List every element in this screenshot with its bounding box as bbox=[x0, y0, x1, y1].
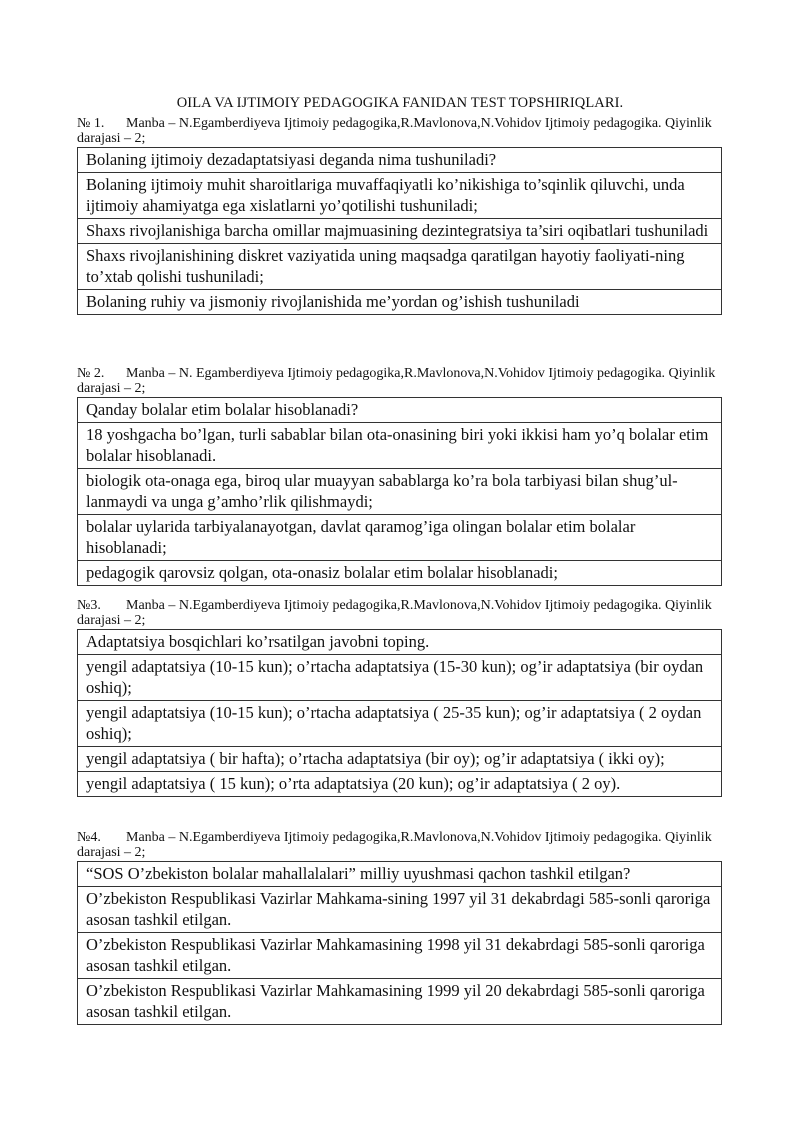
answer-option: Bolaning ruhiy va jismoniy rivojlanishida me’yordan og’ishish tushuniladi bbox=[78, 290, 722, 315]
answer-option: yengil adaptatsiya ( 15 kun); o’rta adaptatsiya (20 kun); og’ir adaptatsiya ( 2 oy). bbox=[78, 772, 722, 797]
answer-option: O’zbekiston Respublikasi Vazirlar Mahkama-sining 1997 yil 31 dekabrdagi 585-sonli qaroriga asosan tashkil etilgan. bbox=[78, 887, 722, 933]
question-table bbox=[77, 629, 722, 797]
answer-option: Shaxs rivojlanishiga barcha omillar majmuasining dezintegratsiya ta’siri oqibatlari tushuniladi bbox=[78, 219, 722, 244]
answer-option: yengil adaptatsiya ( bir hafta); o’rtacha adaptatsiya (bir oy); og’ir adaptatsiya ( ikki oy); bbox=[78, 747, 722, 772]
question-meta bbox=[77, 366, 722, 396]
question-table bbox=[77, 147, 722, 315]
question-block-4 bbox=[77, 830, 722, 1025]
question-text: Qanday bolalar etim bolalar hisoblanadi? bbox=[78, 398, 722, 423]
question-source: Manba – N.Egamberdiyeva Ijtimoiy pedagogika,R.Mavlonova,N.Vohidov Ijtimoiy pedagogika. Qiyinlik darajasi – 2; bbox=[77, 830, 712, 860]
answer-option: Bolaning ijtimoiy muhit sharoitlariga muvaffaqiyatli ko’nikishiga to’sqinlik qiluvchi, unda ijtimoiy ahamiyatga ega xislatlarni yo’qotilishi tushuniladi; bbox=[78, 173, 722, 219]
answer-option: O’zbekiston Respublikasi Vazirlar Mahkamasining 1998 yil 31 dekabrdagi 585-sonli qaroriga asosan tashkil etilgan. bbox=[78, 933, 722, 979]
question-meta bbox=[77, 116, 722, 146]
question-block-2 bbox=[77, 366, 722, 586]
answer-option: O’zbekiston Respublikasi Vazirlar Mahkamasining 1999 yil 20 dekabrdagi 585-sonli qaroriga asosan tashkil etilgan. bbox=[78, 979, 722, 1025]
answer-option: 18 yoshgacha bo’lgan, turli sabablar bilan ota-onasining biri yoki ikkisi ham yo’q bolalar etim bolalar hisoblanadi. bbox=[78, 423, 722, 469]
answer-option: biologik ota-onaga ega, biroq ular muayyan sabablarga ko’ra bola tarbiyasi bilan shug’ul-lanmaydi va unga g’amho’rlik qilishmaydi; bbox=[78, 469, 722, 515]
answer-option: Shaxs rivojlanishining diskret vaziyatida uning maqsadga qaratilgan hayotiy faoliyati-ning to’xtab qolishi tushuniladi; bbox=[78, 244, 722, 290]
question-source: Manba – N.Egamberdiyeva Ijtimoiy pedagogika,R.Mavlonova,N.Vohidov Ijtimoiy pedagogika. Qiyinlik darajasi – 2; bbox=[77, 116, 712, 146]
question-text: “SOS O’zbekiston bolalar mahallalalari” milliy uyushmasi qachon tashkil etilgan? bbox=[78, 862, 722, 887]
answer-option: yengil adaptatsiya (10-15 kun); o’rtacha adaptatsiya ( 25-35 kun); og’ir adaptatsiya ( 2 oydan oshiq); bbox=[78, 701, 722, 747]
question-text: Adaptatsiya bosqichlari ko’rsatilgan javobni toping. bbox=[78, 630, 722, 655]
question-text: Bolaning ijtimoiy dezadaptatsiyasi deganda nima tushuniladi? bbox=[78, 148, 722, 173]
answer-option: yengil adaptatsiya (10-15 kun); o’rtacha adaptatsiya (15-30 kun); og’ir adaptatsiya (bir oydan oshiq); bbox=[78, 655, 722, 701]
question-source: Manba – N. Egamberdiyeva Ijtimoiy pedagogika,R.Mavlonova,N.Vohidov Ijtimoiy pedagogika. Qiyinlik darajasi – 2; bbox=[77, 366, 716, 396]
question-number: № 1. bbox=[77, 116, 105, 131]
question-block-1 bbox=[77, 116, 722, 315]
question-number: №3. bbox=[77, 598, 101, 613]
question-table bbox=[77, 861, 722, 1025]
question-block-3 bbox=[77, 598, 722, 797]
answer-option: pedagogik qarovsiz qolgan, ota-onasiz bolalar etim bolalar hisoblanadi; bbox=[78, 561, 722, 586]
question-source: Manba – N.Egamberdiyeva Ijtimoiy pedagogika,R.Mavlonova,N.Vohidov Ijtimoiy pedagogika. Qiyinlik darajasi – 2; bbox=[77, 598, 712, 628]
answer-option: bolalar uylarida tarbiyalanayotgan, davlat qaramog’iga olingan bolalar etim bolalar hisoblanadi; bbox=[78, 515, 722, 561]
question-meta bbox=[77, 598, 722, 628]
question-number: №4. bbox=[77, 830, 101, 845]
question-number: № 2. bbox=[77, 366, 105, 381]
question-meta bbox=[77, 830, 722, 860]
question-table bbox=[77, 397, 722, 586]
page-title: OILA VA IJTIMOIY PEDAGOGIKA FANIDAN TEST TOPSHIRIQLARI. bbox=[176, 95, 624, 111]
